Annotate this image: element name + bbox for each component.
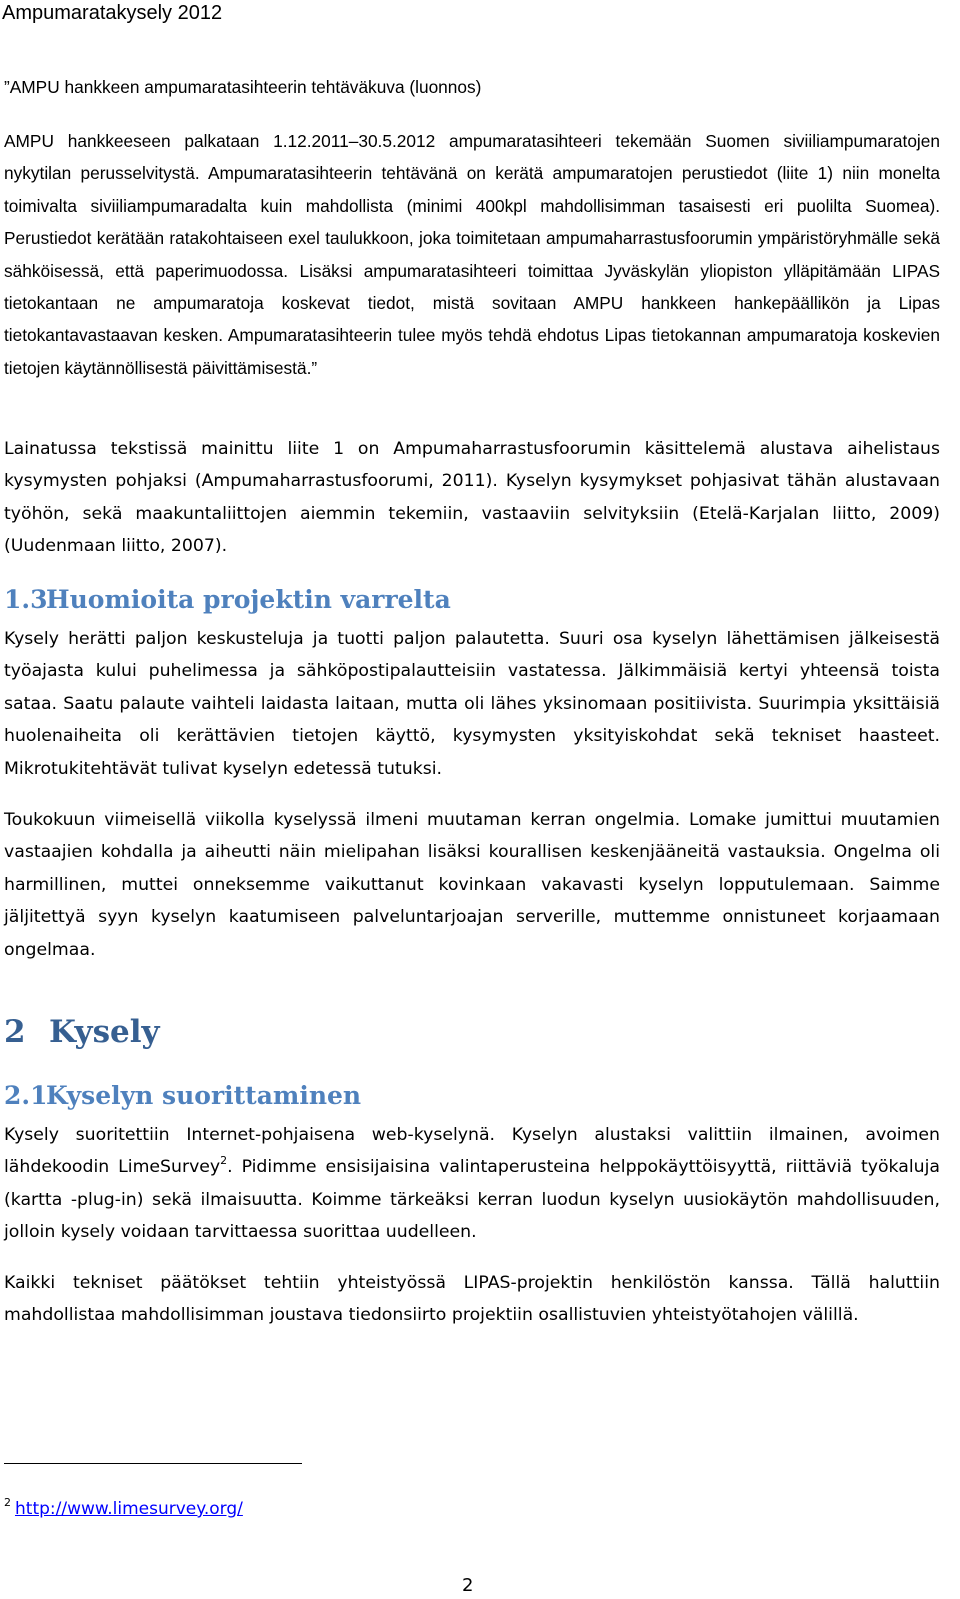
chapter-heading-2 [4,1014,160,1050]
chapter-title: Kysely [49,1014,160,1050]
quote-title: ”AMPU hankkeen ampumaratasihteerin tehtäväkuva (luonnos) [4,77,482,97]
section-heading-1-3 [4,585,451,614]
intro-paragraph: Lainatussa tekstissä mainittu liite 1 on Ampumaharrastusfoorumin käsittelemä alustava aihelistaus kysymysten pohjaksi (Ampumaharrastusfoorumi, 2011). Kyselyn kysymykset pohjasivat tähän alustavaan työhön, sekä maakuntaliittojen aiemmin tekemiin, vastaaviin selvityksiin (Etelä-Karjalan liitto, 2009) (Uudenmaan liitto, 2007). [4,439,940,557]
footnote-separator [4,1463,302,1464]
footnote-reference[interactable]: 2 [220,1154,228,1168]
section-2-1-paragraph-2: Kaikki tekniset päätökset tehtiin yhteistyössä LIPAS-projektin henkilöstön kanssa. Tällä haluttiin mahdollistaa mahdollisimman joustava tiedonsiirto projektiin osallistuvien yhteistyötahojen välillä. [4,1273,940,1326]
running-header: Ampumaratakysely 2012 [2,2,223,24]
page-number: 2 [462,1575,474,1596]
section-2-1-paragraph-1 [4,1119,940,1249]
section-number: 1.3 [4,585,48,614]
section-number: 2.1 [4,1081,48,1110]
footnote-link[interactable]: http://www.limesurvey.org/ [15,1499,243,1519]
section-1-3-paragraph-2: Toukokuun viimeisellä viikolla kyselyssä ilmeni muutaman kerran ongelmia. Lomake jumittui muutamien vastaajien kohdalla ja aiheutti näin mielipahan lisäksi kourallisen keskenjääneitä vastauksia. Ongelma oli harmillinen, muttei onneksemme vaikuttanut kovinkaan vakavasti kyselyn lopputulemaan. Saimme jäljitettyä syyn kyselyn kaatumiseen palveluntarjoajan serverille, muttemme onnistuneet korjaamaan ongelmaa. [4,810,940,960]
section-1-3-paragraph-1: Kysely herätti paljon keskusteluja ja tuotti paljon palautetta. Suuri osa kyselyn lähettämisen jälkeisestä työajasta kului puhelimessa ja sähköpostipalautteisiin vastatessa. Jälkimmäisiä kertyi yhteensä toista sataa. Saatu palaute vaihteli laidasta laitaan, mutta oli lähes yksinomaan positiivista. Suurimpia yksittäisiä huolenaiheita oli kerättävien tietojen käyttö, kysymysten yksityiskohdat sekä tekniset haasteet. Mikrotukitehtävät tulivat kyselyn edetessä tutuksi. [4,629,940,779]
paragraph-text: . Pidimme ensisijaisina valintaperusteina helppokäyttöisyyttä, riittäviä työkaluja (kartta -plug-in) sekä ilmaisuutta. Koimme tärkeäksi kerran luodun kyselyn uusiokäytön mahdollisuuden, jolloin kysely voidaan tarvittaessa suorittaa uudelleen. [4,1157,940,1243]
footnote [4,1496,243,1519]
paragraph-text: Kysely suoritettiin Internet-pohjaisena web-kyselynä. Kyselyn alustaksi valittiin ilmainen, avoimen lähdekoodin LimeSurvey [4,1125,940,1178]
section-heading-2-1 [4,1081,361,1110]
footnote-number: 2 [4,1496,11,1509]
section-title: Huomioita projektin varrelta [46,585,451,614]
chapter-number: 2 [4,1014,26,1050]
quote-body: AMPU hankkeeseen palkataan 1.12.2011–30.5.2012 ampumaratasihteeri tekemään Suomen siviiliampumaratojen nykytilan perusselvitystä. Ampumaratasihteerin tehtävänä on kerätä ampumaratojen perustiedot (liite 1) niin monelta toimivalta siviiliampumaradalta kuin mahdollista (minimi 400kpl mahdollisimman tasaisesti eri puolilta Suomea). Perustiedot kerätään ratakohtaiseen exel taulukkoon, joka toimitetaan ampumaharrastusfoorumin ympäristöryhmälle sekä sähköisessä, että paperimuodossa. Lisäksi ampumaratasihteeri toimittaa Jyväskylän yliopiston ylläpitämään LIPAS tietokantaan ne ampumaratoja koskevat tiedot, mistä sovitaan AMPU hankkeen hankepäällikön ja Lipas tietokantavastaavan kesken. Ampumaratasihteerin tulee myös tehdä ehdotus Lipas tietokannan ampumaratoja koskevien tietojen käytännöllisestä päivittämisestä.” [4,131,940,378]
section-title: Kyselyn suorittaminen [46,1081,362,1110]
